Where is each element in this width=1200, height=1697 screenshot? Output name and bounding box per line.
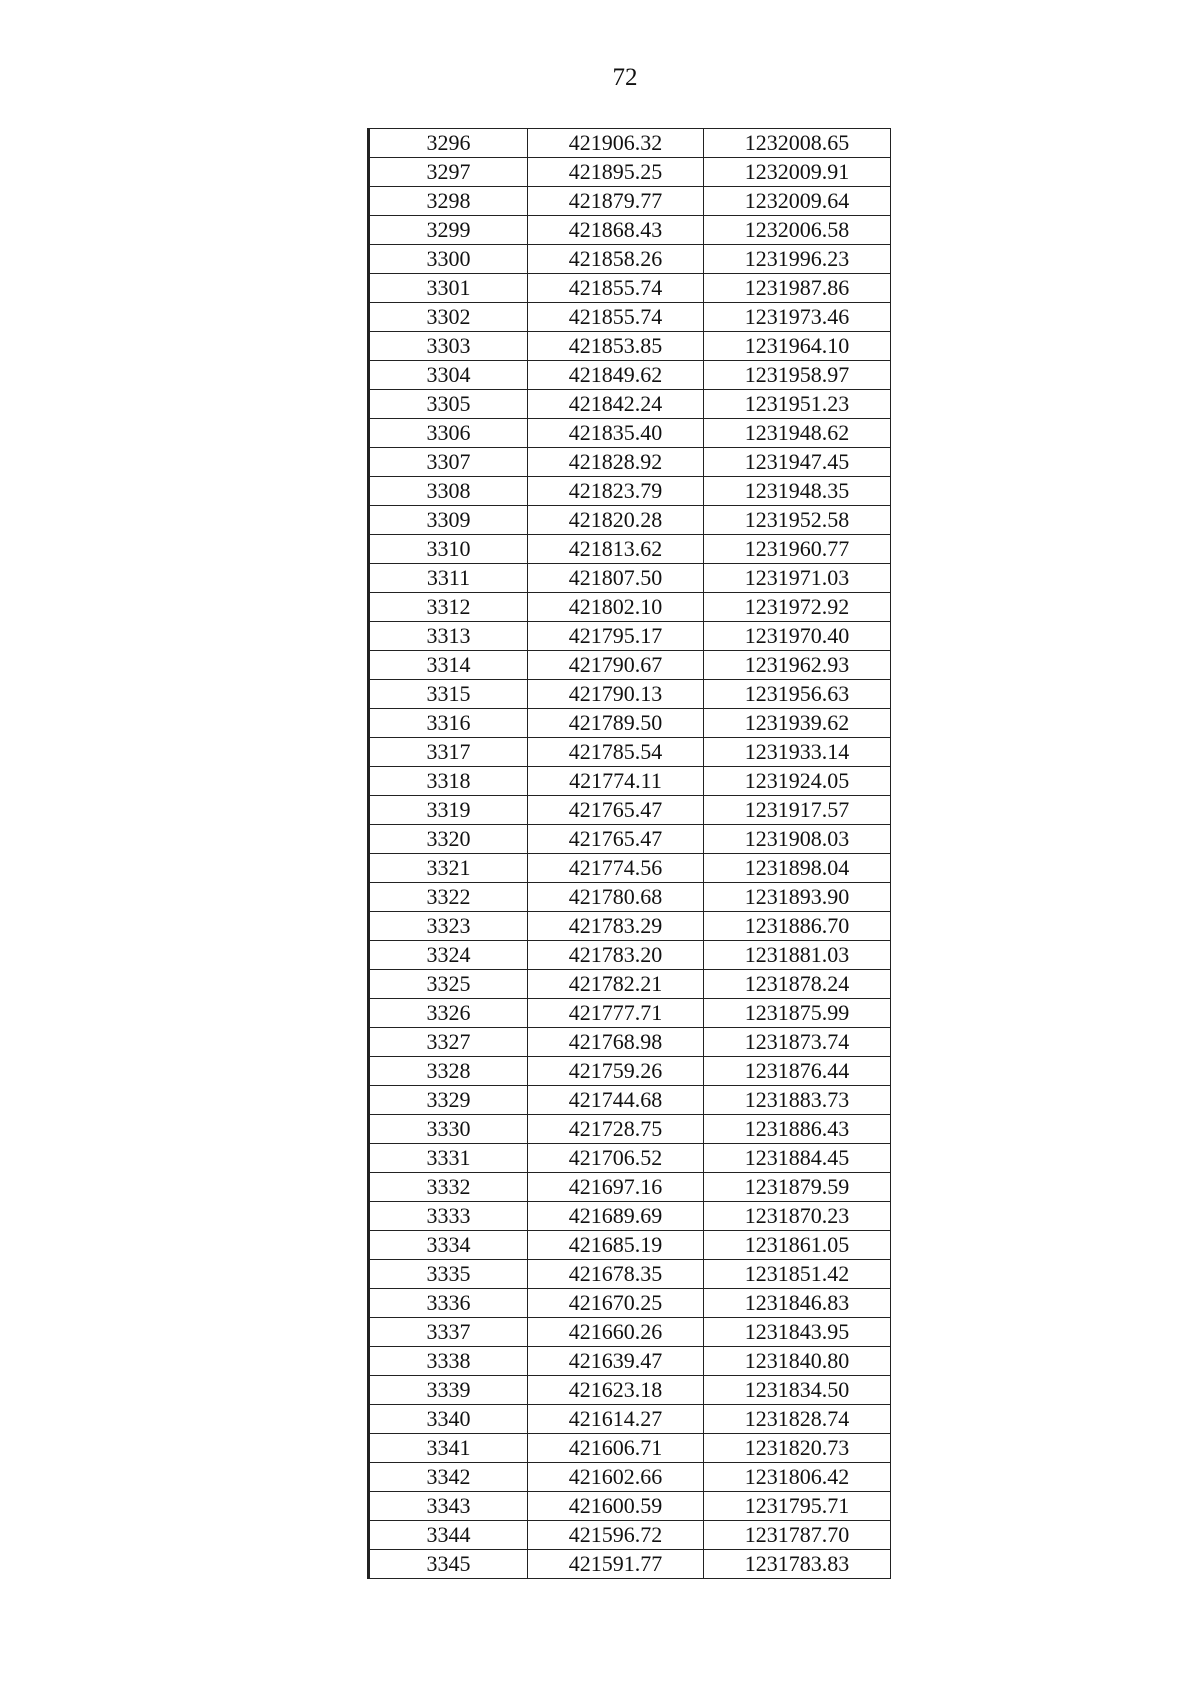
table-row xyxy=(369,825,891,854)
point-number-cell: 3343 xyxy=(369,1492,528,1521)
y-coordinate-cell: 1231996.23 xyxy=(704,245,891,274)
point-number-cell: 3297 xyxy=(369,158,528,187)
point-number-cell: 3337 xyxy=(369,1318,528,1347)
table-row xyxy=(369,1202,891,1231)
x-coordinate-cell: 421785.54 xyxy=(528,738,704,767)
point-number-cell: 3300 xyxy=(369,245,528,274)
point-number-cell: 3312 xyxy=(369,593,528,622)
point-number-cell: 3315 xyxy=(369,680,528,709)
y-coordinate-cell: 1231878.24 xyxy=(704,970,891,999)
table-row xyxy=(369,941,891,970)
point-number-cell: 3332 xyxy=(369,1173,528,1202)
x-coordinate-cell: 421639.47 xyxy=(528,1347,704,1376)
y-coordinate-cell: 1231886.70 xyxy=(704,912,891,941)
x-coordinate-cell: 421706.52 xyxy=(528,1144,704,1173)
point-number-cell: 3329 xyxy=(369,1086,528,1115)
table-row xyxy=(369,1289,891,1318)
y-coordinate-cell: 1231873.74 xyxy=(704,1028,891,1057)
point-number-cell: 3319 xyxy=(369,796,528,825)
table-row xyxy=(369,1463,891,1492)
point-number-cell: 3299 xyxy=(369,216,528,245)
y-coordinate-cell: 1231933.14 xyxy=(704,738,891,767)
point-number-cell: 3325 xyxy=(369,970,528,999)
table-row xyxy=(369,390,891,419)
point-number-cell: 3339 xyxy=(369,1376,528,1405)
table-row xyxy=(369,158,891,187)
x-coordinate-cell: 421795.17 xyxy=(528,622,704,651)
point-number-cell: 3309 xyxy=(369,506,528,535)
table-row xyxy=(369,883,891,912)
point-number-cell: 3331 xyxy=(369,1144,528,1173)
x-coordinate-cell: 421783.20 xyxy=(528,941,704,970)
y-coordinate-cell: 1231883.73 xyxy=(704,1086,891,1115)
table-row xyxy=(369,767,891,796)
x-coordinate-cell: 421820.28 xyxy=(528,506,704,535)
table-row xyxy=(369,274,891,303)
point-number-cell: 3298 xyxy=(369,187,528,216)
point-number-cell: 3323 xyxy=(369,912,528,941)
table-row xyxy=(369,216,891,245)
table-row xyxy=(369,564,891,593)
table-row xyxy=(369,912,891,941)
y-coordinate-cell: 1231939.62 xyxy=(704,709,891,738)
x-coordinate-cell: 421855.74 xyxy=(528,303,704,332)
x-coordinate-cell: 421768.98 xyxy=(528,1028,704,1057)
y-coordinate-cell: 1231879.59 xyxy=(704,1173,891,1202)
y-coordinate-cell: 1231948.62 xyxy=(704,419,891,448)
x-coordinate-cell: 421660.26 xyxy=(528,1318,704,1347)
table-row xyxy=(369,622,891,651)
point-number-cell: 3304 xyxy=(369,361,528,390)
table-row xyxy=(369,1144,891,1173)
point-number-cell: 3313 xyxy=(369,622,528,651)
point-number-cell: 3335 xyxy=(369,1260,528,1289)
x-coordinate-cell: 421868.43 xyxy=(528,216,704,245)
x-coordinate-cell: 421614.27 xyxy=(528,1405,704,1434)
x-coordinate-cell: 421813.62 xyxy=(528,535,704,564)
y-coordinate-cell: 1231795.71 xyxy=(704,1492,891,1521)
y-coordinate-cell: 1232009.64 xyxy=(704,187,891,216)
point-number-cell: 3301 xyxy=(369,274,528,303)
table-row xyxy=(369,999,891,1028)
point-number-cell: 3302 xyxy=(369,303,528,332)
point-number-cell: 3311 xyxy=(369,564,528,593)
y-coordinate-cell: 1231952.58 xyxy=(704,506,891,535)
table-row xyxy=(369,1347,891,1376)
x-coordinate-cell: 421777.71 xyxy=(528,999,704,1028)
x-coordinate-cell: 421678.35 xyxy=(528,1260,704,1289)
table-row xyxy=(369,448,891,477)
point-number-cell: 3328 xyxy=(369,1057,528,1086)
x-coordinate-cell: 421855.74 xyxy=(528,274,704,303)
x-coordinate-cell: 421685.19 xyxy=(528,1231,704,1260)
point-number-cell: 3322 xyxy=(369,883,528,912)
point-number-cell: 3305 xyxy=(369,390,528,419)
x-coordinate-cell: 421842.24 xyxy=(528,390,704,419)
point-number-cell: 3316 xyxy=(369,709,528,738)
point-number-cell: 3310 xyxy=(369,535,528,564)
y-coordinate-cell: 1232009.91 xyxy=(704,158,891,187)
x-coordinate-cell: 421802.10 xyxy=(528,593,704,622)
y-coordinate-cell: 1231970.40 xyxy=(704,622,891,651)
table-row xyxy=(369,738,891,767)
table-row xyxy=(369,1260,891,1289)
point-number-cell: 3338 xyxy=(369,1347,528,1376)
table-row xyxy=(369,593,891,622)
y-coordinate-cell: 1231870.23 xyxy=(704,1202,891,1231)
x-coordinate-cell: 421689.69 xyxy=(528,1202,704,1231)
table-row xyxy=(369,1434,891,1463)
x-coordinate-cell: 421828.92 xyxy=(528,448,704,477)
table-row xyxy=(369,1521,891,1550)
x-coordinate-cell: 421697.16 xyxy=(528,1173,704,1202)
y-coordinate-cell: 1231875.99 xyxy=(704,999,891,1028)
table-row xyxy=(369,1086,891,1115)
table-row xyxy=(369,1231,891,1260)
x-coordinate-cell: 421591.77 xyxy=(528,1550,704,1579)
point-number-cell: 3324 xyxy=(369,941,528,970)
x-coordinate-cell: 421823.79 xyxy=(528,477,704,506)
table-row xyxy=(369,1028,891,1057)
point-number-cell: 3308 xyxy=(369,477,528,506)
point-number-cell: 3344 xyxy=(369,1521,528,1550)
y-coordinate-cell: 1231972.92 xyxy=(704,593,891,622)
point-number-cell: 3306 xyxy=(369,419,528,448)
point-number-cell: 3307 xyxy=(369,448,528,477)
x-coordinate-cell: 421744.68 xyxy=(528,1086,704,1115)
x-coordinate-cell: 421789.50 xyxy=(528,709,704,738)
table-row xyxy=(369,1492,891,1521)
x-coordinate-cell: 421807.50 xyxy=(528,564,704,593)
table-row xyxy=(369,419,891,448)
table-row xyxy=(369,303,891,332)
table-row xyxy=(369,332,891,361)
x-coordinate-cell: 421602.66 xyxy=(528,1463,704,1492)
x-coordinate-cell: 421835.40 xyxy=(528,419,704,448)
y-coordinate-cell: 1231861.05 xyxy=(704,1231,891,1260)
y-coordinate-cell: 1231964.10 xyxy=(704,332,891,361)
x-coordinate-cell: 421623.18 xyxy=(528,1376,704,1405)
point-number-cell: 3336 xyxy=(369,1289,528,1318)
y-coordinate-cell: 1231843.95 xyxy=(704,1318,891,1347)
x-coordinate-cell: 421780.68 xyxy=(528,883,704,912)
table-row xyxy=(369,651,891,680)
y-coordinate-cell: 1231828.74 xyxy=(704,1405,891,1434)
x-coordinate-cell: 421790.13 xyxy=(528,680,704,709)
y-coordinate-cell: 1231962.93 xyxy=(704,651,891,680)
table-row xyxy=(369,709,891,738)
y-coordinate-cell: 1231820.73 xyxy=(704,1434,891,1463)
x-coordinate-cell: 421774.11 xyxy=(528,767,704,796)
y-coordinate-cell: 1231834.50 xyxy=(704,1376,891,1405)
point-number-cell: 3327 xyxy=(369,1028,528,1057)
y-coordinate-cell: 1231951.23 xyxy=(704,390,891,419)
y-coordinate-cell: 1232006.58 xyxy=(704,216,891,245)
point-number-cell: 3341 xyxy=(369,1434,528,1463)
x-coordinate-cell: 421774.56 xyxy=(528,854,704,883)
y-coordinate-cell: 1231884.45 xyxy=(704,1144,891,1173)
point-number-cell: 3296 xyxy=(369,129,528,158)
x-coordinate-cell: 421906.32 xyxy=(528,129,704,158)
table-row xyxy=(369,796,891,825)
x-coordinate-cell: 421853.85 xyxy=(528,332,704,361)
table-row xyxy=(369,854,891,883)
x-coordinate-cell: 421895.25 xyxy=(528,158,704,187)
coordinates-table-body xyxy=(369,129,891,1579)
x-coordinate-cell: 421790.67 xyxy=(528,651,704,680)
y-coordinate-cell: 1231783.83 xyxy=(704,1550,891,1579)
point-number-cell: 3340 xyxy=(369,1405,528,1434)
x-coordinate-cell: 421783.29 xyxy=(528,912,704,941)
y-coordinate-cell: 1231898.04 xyxy=(704,854,891,883)
point-number-cell: 3333 xyxy=(369,1202,528,1231)
y-coordinate-cell: 1231876.44 xyxy=(704,1057,891,1086)
x-coordinate-cell: 421728.75 xyxy=(528,1115,704,1144)
x-coordinate-cell: 421879.77 xyxy=(528,187,704,216)
y-coordinate-cell: 1231971.03 xyxy=(704,564,891,593)
y-coordinate-cell: 1231846.83 xyxy=(704,1289,891,1318)
table-row xyxy=(369,129,891,158)
y-coordinate-cell: 1231851.42 xyxy=(704,1260,891,1289)
table-row xyxy=(369,245,891,274)
y-coordinate-cell: 1231947.45 xyxy=(704,448,891,477)
x-coordinate-cell: 421782.21 xyxy=(528,970,704,999)
y-coordinate-cell: 1231958.97 xyxy=(704,361,891,390)
table-row xyxy=(369,1318,891,1347)
y-coordinate-cell: 1231948.35 xyxy=(704,477,891,506)
table-row xyxy=(369,970,891,999)
coordinates-table xyxy=(367,128,891,1579)
y-coordinate-cell: 1231881.03 xyxy=(704,941,891,970)
y-coordinate-cell: 1231840.80 xyxy=(704,1347,891,1376)
y-coordinate-cell: 1231917.57 xyxy=(704,796,891,825)
point-number-cell: 3321 xyxy=(369,854,528,883)
x-coordinate-cell: 421759.26 xyxy=(528,1057,704,1086)
y-coordinate-cell: 1231960.77 xyxy=(704,535,891,564)
x-coordinate-cell: 421765.47 xyxy=(528,796,704,825)
y-coordinate-cell: 1231787.70 xyxy=(704,1521,891,1550)
y-coordinate-cell: 1231806.42 xyxy=(704,1463,891,1492)
table-row xyxy=(369,1115,891,1144)
y-coordinate-cell: 1231908.03 xyxy=(704,825,891,854)
point-number-cell: 3330 xyxy=(369,1115,528,1144)
table-row xyxy=(369,535,891,564)
point-number-cell: 3303 xyxy=(369,332,528,361)
table-row xyxy=(369,187,891,216)
y-coordinate-cell: 1231956.63 xyxy=(704,680,891,709)
table-row xyxy=(369,1173,891,1202)
point-number-cell: 3318 xyxy=(369,767,528,796)
table-row xyxy=(369,1057,891,1086)
y-coordinate-cell: 1232008.65 xyxy=(704,129,891,158)
point-number-cell: 3317 xyxy=(369,738,528,767)
y-coordinate-cell: 1231987.86 xyxy=(704,274,891,303)
y-coordinate-cell: 1231924.05 xyxy=(704,767,891,796)
table-row xyxy=(369,477,891,506)
table-row xyxy=(369,361,891,390)
table-row xyxy=(369,680,891,709)
table-row xyxy=(369,1550,891,1579)
x-coordinate-cell: 421596.72 xyxy=(528,1521,704,1550)
point-number-cell: 3345 xyxy=(369,1550,528,1579)
point-number-cell: 3314 xyxy=(369,651,528,680)
point-number-cell: 3342 xyxy=(369,1463,528,1492)
table-row xyxy=(369,506,891,535)
x-coordinate-cell: 421670.25 xyxy=(528,1289,704,1318)
x-coordinate-cell: 421765.47 xyxy=(528,825,704,854)
point-number-cell: 3326 xyxy=(369,999,528,1028)
page-number: 72 xyxy=(612,64,638,91)
x-coordinate-cell: 421606.71 xyxy=(528,1434,704,1463)
point-number-cell: 3334 xyxy=(369,1231,528,1260)
x-coordinate-cell: 421600.59 xyxy=(528,1492,704,1521)
x-coordinate-cell: 421849.62 xyxy=(528,361,704,390)
table-row xyxy=(369,1405,891,1434)
y-coordinate-cell: 1231886.43 xyxy=(704,1115,891,1144)
x-coordinate-cell: 421858.26 xyxy=(528,245,704,274)
y-coordinate-cell: 1231973.46 xyxy=(704,303,891,332)
point-number-cell: 3320 xyxy=(369,825,528,854)
table-row xyxy=(369,1376,891,1405)
y-coordinate-cell: 1231893.90 xyxy=(704,883,891,912)
